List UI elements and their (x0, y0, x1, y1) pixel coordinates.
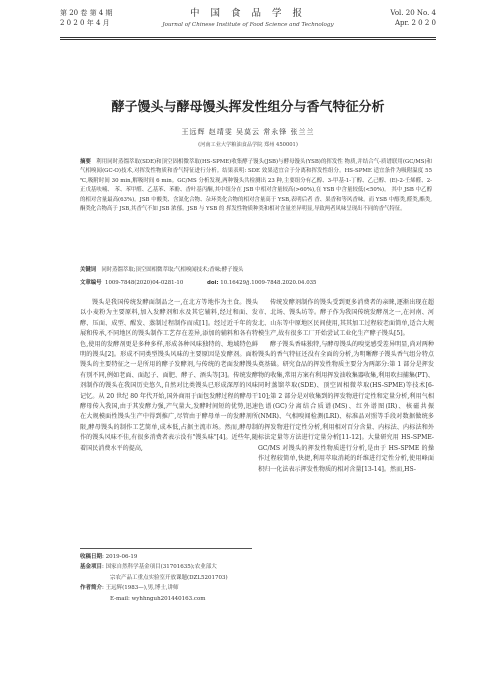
abstract-line: 分析发现,两种馒头共检测出 23 种,主要组分有乙醇、3-甲基-1-丁醇、乙己醇、(E)-2-壬烯醛、2-正戊基呋喃、 (80, 177, 432, 194)
header-rule (60, 37, 436, 38)
author-bio-label: 作者简介 (80, 585, 103, 592)
body-paragraph: 馒头是我国传统发酵面制品之一,在北方等地作为主食。馒头以小麦粉为主要原料,加入发酵剂和水及其它辅料,经过和面、发酵、压面、成型、醒发、蒸制过程制作而成[1]。经过近千年的发展和传承,不同地区的馒头制作工艺存在差异,添加的辅料和各有特色,使用的发酵剂更是多种多样,形成各种风味独特的、地域特色鲜明的馒头[2]。形成不同类型馒头风味的主要原因是发酵剂。面粉馒头的主要特征之一是所用的酵子发酵剂,与传统的老面发酵馒头有别不同,例如老面、面起子、面肥、酵子、酒头等[3]。传统发酵剂制作的馒头在我国历史悠久,自然对比类馒头已形成深厚的风味记忆。从 20 世纪 80 年代开始,国外商用于面包发酵过程的酵母干酵母传入我国,由于其发酵力强,产气量大,发酵时间短的优势,迅速在大规模面性馒头生产中得到推广,尽管由于酵母单一的发酵剂所限,酵母馒头的制作工艺简单,成本低,占据主流市场。然而,酵母制作的馒头风味不佳,有很多消费者表示没有"馒头味"[4]。近些年,随着国民消费水平的提高, (80, 299, 258, 452)
doi-label: doi: (207, 280, 219, 286)
journal-name-cn: 中 国 食 品 学 报 (189, 8, 307, 19)
received-date: 2019-06-19 (105, 554, 138, 560)
body-column-left (80, 298, 258, 454)
article-meta (80, 278, 432, 286)
received-label: 收稿日期 (80, 554, 103, 560)
footnotes: 收稿日期: 2019-06-19 基金项目: 国家自然科学基金项目(31701635);农业部大 宗农产品工重点实验室开放课题(DZL5201703) 作者简介: 王远辉(1983—),男,博士,讲师 E-mail: wyhhnguh201440163.com (80, 552, 258, 604)
fund-text: 国家自然科学基金项目(31701635);农业部大 (105, 564, 217, 571)
abstract-line: 物质,并结合气-质谱联用(GC/MS)和气相嗅闻(GC-O)技术,对挥发性物质和香气特征进行分析。结果表明: (80, 159, 433, 175)
abstract-line: 利用同时蒸馏萃取(SDE)和顶空固相微萃取(HS-SPME)收集酵子馒头(JSB)与酵母馒头(YSB)的挥发性 (96, 159, 343, 165)
abstract-line: 苯、苯甲醛、乙基苯、苯酚、香叶基丙酮,其中组分在 JSB 中相对含量较高(>60%),在 YSB 中含量较低(<50%)。 (114, 187, 390, 194)
body-paragraph: 酵子馒头香味独特,与酵母馒头的嗅觉感受差异明显,尚对两种馒头的香气特征还没有全面的分析,为明晰酵子馒头香气组分特点奠基础。研究食品的挥发性物质主要分为两部分:第 1 部分是挥发物的收集,常用方案有利用挥发油收集器收集,利用吹扫捕集(PT)、同时蒸馏萃取(SDE)、顶空固相微萃取(HS-SPME)等技术[6-10];第 2 部分是对收集到的挥发物进行定性和定量分析,利用气相色谱(GC)分离结合质谱(MS)、红外谱图(IR)、核磁共振(NMR)、气相嗅闻检测(LRI)、标准品对照等手段对数据做统多的挥发物进行定性分析,利用相对百分含量、内标法、内标法和外标法定量等方法进行定量分析[11-12]。大量研究用 HS-SPME-GC/MS 对馒头的挥发性物质进行分析,是由于 HS-SPME 的操作过程较简单,快捷,利用萃取消耗的纤维进行定性分析,使用峰面积归一化法表示挥发性物质的相对含量[13-14]。然而,HS- (258, 340, 434, 473)
volume-issue-en: Vol. 20 No. 4 (390, 9, 436, 17)
abstract-line: 其中 JSB 中乙醇的相对含量最高(63%)。JSB 中酸类、含氮化合物、杂环类化合物的相对含量高于 YSB,表明后者 (80, 187, 432, 203)
keywords-label: 关键词 (80, 267, 97, 273)
header-rule-thin (60, 39, 436, 40)
doi-value[interactable]: 10.16429/j.1009-7848.2020.04.035 (220, 280, 317, 286)
article-number-label: 文章编号 (80, 280, 102, 286)
date-en: Apr. 2 0 2 0 (394, 19, 436, 27)
abstract-line: 挥发性物质种类和相对含量差异明显,导致两者风味呈现出不同的香气特征。 (226, 206, 406, 213)
fund-text-cont: 宗农产品工重点实验室开放课题(DZL5201703) (110, 574, 228, 581)
journal-name-en: Journal of Chinese Institute of Food Science and Technology (162, 22, 334, 28)
body-column-right (258, 298, 434, 475)
abstract (80, 158, 432, 214)
keywords-text: 同时蒸馏萃取;顶空固相微萃取;气相嗅闻技术;香味;酵子馒头 (101, 267, 244, 273)
footnote-rule (80, 548, 252, 549)
running-header (60, 8, 436, 36)
abstract-line: 香、果香和等风香味。而 YSB 中醇类,醛类,酯类,酮类化合物高于 JSB,其香气不如 JSB 浓郁。JSB 与 YSB 的 (80, 196, 433, 213)
author-bio: 王远辉(1983—),男,博士,讲师 (105, 585, 179, 592)
issue-info-en (390, 8, 436, 28)
abstract-label: 摘要 (80, 159, 91, 165)
article-number: 1009-7848(2020)04-0281-10 (105, 280, 184, 286)
author-list: 王远辉 赵靖雯 吴莫云 常永锋 张兰兰 (181, 128, 315, 136)
article-title: 酵子馒头与酵母馒头挥发性组分与香气特征分析 (111, 100, 385, 115)
keywords (80, 265, 432, 273)
fund-label: 基金项目 (80, 564, 103, 571)
affiliation: (河南工业大学粮油食品学院 郑州 450001) (198, 142, 298, 148)
journal-name (60, 8, 436, 30)
abstract-line: SDE 效果适宜合于分离和挥发性组分。HS-SPME 适宜条件为吸附温度 55 ℃,吸附时间 30 min,解吸时间 6 min。GC/MS (80, 168, 432, 184)
date-cn: 2 0 2 0 年 4 月 (60, 19, 110, 27)
author-email[interactable]: E-mail: wyhhnguh201440163.com (110, 595, 206, 602)
volume-issue-cn: 第 20 卷 第 4 期 (60, 9, 113, 17)
body-paragraph: 传统发酵剂制作的馒头受到更多消费者的亲睐,逐渐出现在超市、北场、馒头坊等。酵子作为我国传统发酵剂之一,在河南、河北、山东等中原地区民间使用,其其加工过程较老面简单,适合大规模生产,故有很多工厂开始尝试工业化生产酵子馒头[5]。 (258, 299, 434, 338)
